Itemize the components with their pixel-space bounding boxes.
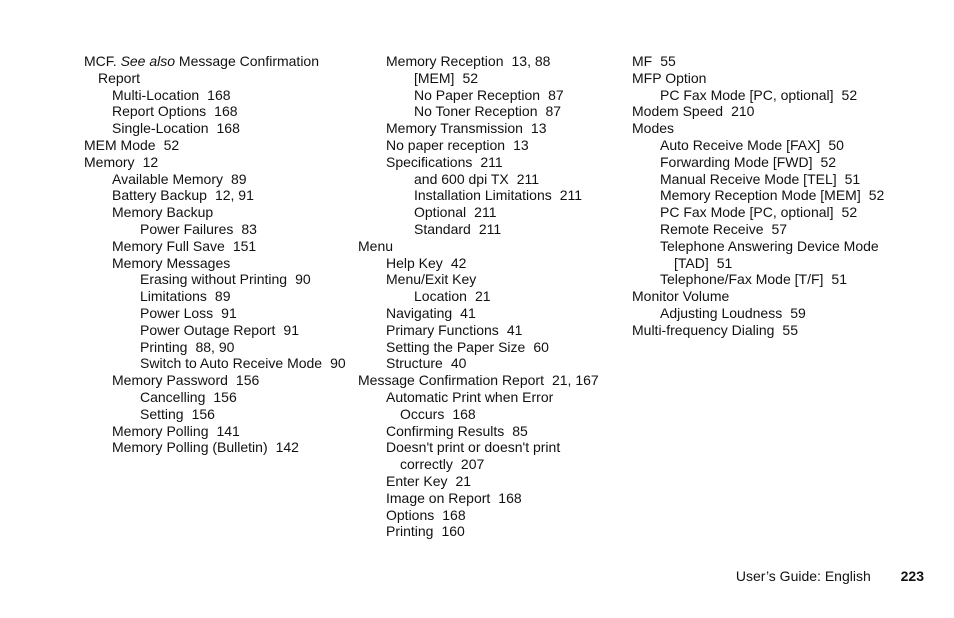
index-entry bbox=[140, 339, 346, 356]
entry-term: Navigating bbox=[386, 304, 453, 321]
entry-page-refs: 52 bbox=[820, 153, 837, 170]
index-entry bbox=[632, 70, 902, 87]
entry-term: Specifications bbox=[386, 153, 473, 170]
entry-term: Telephone/Fax Mode [T/F] bbox=[660, 271, 824, 288]
index-entry bbox=[660, 154, 902, 171]
entry-page-refs: 21 bbox=[474, 288, 491, 305]
entry-page-refs: 91 bbox=[283, 321, 299, 338]
entry-page-refs: 13 bbox=[530, 120, 547, 137]
entry-page-refs: 83 bbox=[241, 220, 257, 237]
entry-term: Modes bbox=[632, 120, 675, 137]
entry-term: Menu/Exit Key bbox=[386, 271, 477, 288]
index-entry bbox=[140, 271, 346, 288]
index-entry bbox=[386, 53, 620, 70]
index-entry bbox=[632, 53, 902, 70]
index-column-3 bbox=[632, 53, 902, 339]
entry-page-refs: 168 bbox=[214, 103, 238, 120]
entry-term: PC Fax Mode [PC, optional] bbox=[660, 86, 834, 103]
entry-term: Doesn't print or doesn't print correctly bbox=[386, 439, 561, 473]
index-entry bbox=[386, 507, 620, 524]
index-entry bbox=[140, 305, 346, 322]
index-entry bbox=[386, 439, 620, 473]
entry-term: Power Loss bbox=[140, 304, 214, 321]
entry-term: Memory Transmission bbox=[386, 120, 523, 137]
entry-term: Manual Receive Mode [TEL] bbox=[660, 170, 837, 187]
index-entry bbox=[112, 120, 346, 137]
entry-page-refs: 51 bbox=[716, 254, 733, 271]
index-entry bbox=[140, 406, 346, 423]
index-entry bbox=[660, 204, 902, 221]
entry-term: Enter Key bbox=[386, 472, 448, 489]
entry-term: [MEM] bbox=[414, 69, 455, 86]
entry-page-refs: 52 bbox=[462, 69, 479, 86]
entry-page-refs: 90 bbox=[330, 355, 346, 372]
index-entry bbox=[414, 187, 620, 204]
index-entry bbox=[386, 473, 620, 490]
entry-page-refs: 89 bbox=[231, 170, 247, 187]
entry-page-refs: 156 bbox=[235, 372, 260, 389]
index-entry bbox=[112, 372, 346, 389]
entry-page-refs: 41 bbox=[506, 321, 523, 338]
index-entry bbox=[386, 305, 620, 322]
entry-term: and 600 dpi TX bbox=[414, 170, 509, 187]
index-entry bbox=[660, 221, 902, 238]
index-entry bbox=[358, 372, 620, 389]
index-entry bbox=[140, 288, 346, 305]
entry-term: Structure bbox=[386, 355, 443, 372]
index-entry bbox=[112, 103, 346, 120]
entry-term: Memory Polling bbox=[112, 422, 209, 439]
entry-page-refs: 55 bbox=[660, 53, 676, 69]
index-entry bbox=[414, 87, 620, 104]
entry-page-refs: 51 bbox=[831, 271, 847, 288]
index-entry bbox=[386, 154, 620, 171]
index-entry bbox=[140, 389, 346, 406]
entry-term: Forwarding Mode [FWD] bbox=[660, 153, 813, 170]
entry-term: Monitor Volume bbox=[632, 288, 730, 305]
entry-page-refs: 13 bbox=[513, 136, 529, 153]
index-entry bbox=[660, 238, 902, 272]
entry-term: Printing bbox=[140, 338, 188, 355]
index-entry bbox=[140, 322, 346, 339]
entry-page-refs: 160 bbox=[441, 523, 465, 540]
entry-page-refs: 12, 91 bbox=[214, 187, 254, 204]
entry-term: Message Confirmation Report bbox=[358, 372, 544, 389]
index-entry bbox=[660, 87, 902, 104]
entry-term: Adjusting Loudness bbox=[660, 304, 783, 321]
entry-term: Power Failures bbox=[140, 220, 234, 237]
index-entry bbox=[140, 355, 346, 372]
entry-page-refs: 207 bbox=[460, 456, 485, 473]
index-entry bbox=[358, 238, 620, 255]
entry-term: Setting the Paper Size bbox=[386, 338, 526, 355]
entry-page-refs: 52 bbox=[163, 136, 180, 153]
entry-page-refs: 52 bbox=[868, 187, 885, 204]
index-entry bbox=[112, 187, 346, 204]
entry-page-refs: 13, 88 bbox=[511, 53, 551, 69]
entry-page-refs: 57 bbox=[771, 220, 788, 237]
index-entry bbox=[386, 490, 620, 507]
entry-term: Primary Functions bbox=[386, 321, 499, 338]
entry-page-refs: 89 bbox=[214, 288, 231, 305]
entry-term: No Paper Reception bbox=[414, 86, 541, 103]
entry-term: Standard bbox=[414, 220, 471, 237]
entry-term: Remote Receive bbox=[660, 220, 764, 237]
entry-term: Memory Reception Mode [MEM] bbox=[660, 187, 861, 204]
entry-term: Limitations bbox=[140, 288, 207, 305]
entry-page-refs: 87 bbox=[545, 103, 562, 120]
index-entry bbox=[632, 103, 902, 120]
index-entry bbox=[660, 171, 902, 188]
index-entry bbox=[112, 204, 346, 221]
index-entry bbox=[632, 322, 902, 339]
entry-term: Options bbox=[386, 506, 435, 523]
entry-page-refs: 168 bbox=[442, 506, 466, 523]
index-column-2 bbox=[358, 53, 620, 540]
entry-page-refs: 87 bbox=[548, 86, 564, 103]
entry-term: Telephone Answering Device Mode [TAD] bbox=[660, 237, 879, 271]
entry-term: Printing bbox=[386, 523, 434, 540]
entry-term: Cancelling bbox=[140, 388, 206, 405]
index-entry bbox=[632, 288, 902, 305]
index-column-1 bbox=[84, 53, 346, 456]
entry-page-refs: 211 bbox=[474, 204, 497, 221]
entry-page-refs: 21 bbox=[455, 472, 472, 489]
index-entry bbox=[414, 288, 620, 305]
index-entry bbox=[386, 423, 620, 440]
entry-page-refs: 52 bbox=[841, 204, 858, 221]
index-entry bbox=[140, 221, 346, 238]
entry-term: Modem Speed bbox=[632, 103, 724, 120]
entry-page-refs: 52 bbox=[841, 86, 858, 103]
entry-page-refs: 168 bbox=[207, 86, 231, 103]
index-entry bbox=[386, 339, 620, 356]
index-entry bbox=[414, 204, 620, 221]
index-entry bbox=[386, 355, 620, 372]
entry-page-refs: 88, 90 bbox=[195, 338, 235, 355]
entry-page-refs: 211 bbox=[559, 187, 583, 204]
index-entry bbox=[660, 187, 902, 204]
index-entry bbox=[84, 53, 346, 87]
entry-term: Memory bbox=[84, 153, 135, 170]
page-number: 223 bbox=[900, 568, 924, 584]
index-entry bbox=[660, 305, 902, 322]
entry-term: Optional bbox=[414, 204, 467, 221]
footer-label: User’s Guide: English bbox=[735, 568, 871, 584]
index-entry bbox=[386, 137, 620, 154]
entry-page-refs: 168 bbox=[452, 405, 476, 422]
index-entry bbox=[386, 255, 620, 272]
entry-page-refs: 141 bbox=[216, 422, 240, 439]
entry-page-refs: 210 bbox=[731, 103, 755, 120]
index-entry bbox=[386, 322, 620, 339]
entry-term: Menu bbox=[358, 237, 394, 254]
index-entry bbox=[112, 439, 346, 456]
entry-term: Setting bbox=[140, 405, 184, 422]
index-entry bbox=[414, 171, 620, 188]
entry-term: Switch to Auto Receive Mode bbox=[140, 355, 323, 372]
entry-term: Installation Limitations bbox=[414, 187, 552, 204]
entry-term: Auto Receive Mode [FAX] bbox=[660, 136, 821, 153]
entry-page-refs: 168 bbox=[498, 489, 522, 506]
entry-term: MF bbox=[632, 53, 653, 69]
entry-prefix: MCF. bbox=[84, 53, 121, 69]
entry-term: Location bbox=[414, 288, 467, 305]
entry-page-refs: 156 bbox=[213, 388, 237, 405]
index-entry bbox=[660, 137, 902, 154]
index-entry bbox=[414, 221, 620, 238]
entry-term: No Toner Reception bbox=[414, 103, 538, 120]
entry-page-refs: 51 bbox=[844, 170, 861, 187]
index-entry bbox=[386, 523, 620, 540]
entry-page-refs: 12 bbox=[142, 153, 159, 170]
index-entry bbox=[112, 423, 346, 440]
entry-term: Multi-Location bbox=[112, 86, 200, 103]
see-also-reference: See also bbox=[120, 53, 176, 69]
entry-term: No paper reception bbox=[386, 136, 506, 153]
entry-term: Automatic Print when Error Occurs bbox=[386, 388, 554, 422]
index-entry bbox=[112, 171, 346, 188]
entry-page-refs: 55 bbox=[782, 321, 798, 338]
entry-page-refs: 211 bbox=[478, 220, 502, 237]
entry-page-refs: 42 bbox=[450, 254, 467, 271]
entry-term: Message Confirmation Report bbox=[98, 53, 319, 86]
entry-page-refs: 142 bbox=[275, 439, 299, 456]
entry-term: Memory Password bbox=[112, 372, 228, 389]
entry-page-refs: 151 bbox=[232, 237, 257, 254]
entry-page-refs: 91 bbox=[221, 304, 237, 321]
entry-page-refs: 85 bbox=[512, 422, 528, 439]
index-entry bbox=[84, 137, 346, 154]
index-entry bbox=[660, 271, 902, 288]
index-entry bbox=[112, 255, 346, 272]
index-entry bbox=[386, 389, 620, 423]
entry-term: Memory Backup bbox=[112, 204, 214, 221]
index-entry bbox=[414, 70, 620, 87]
index-entry bbox=[414, 103, 620, 120]
entry-page-refs: 211 bbox=[516, 170, 540, 187]
entry-term: Memory Polling (Bulletin) bbox=[112, 439, 268, 456]
entry-term: Memory Messages bbox=[112, 254, 231, 271]
entry-page-refs: 168 bbox=[216, 120, 240, 137]
index-entry bbox=[112, 238, 346, 255]
entry-term: Available Memory bbox=[112, 170, 224, 187]
entry-page-refs: 21, 167 bbox=[551, 372, 599, 389]
entry-page-refs: 50 bbox=[828, 136, 844, 153]
index-entry bbox=[112, 87, 346, 104]
entry-term: Confirming Results bbox=[386, 422, 505, 439]
index-entry bbox=[84, 154, 346, 171]
entry-term: Memory Reception bbox=[386, 53, 504, 69]
entry-term: Single-Location bbox=[112, 120, 209, 137]
entry-term: MEM Mode bbox=[84, 136, 156, 153]
entry-term: Memory Full Save bbox=[112, 237, 225, 254]
entry-page-refs: 90 bbox=[295, 271, 311, 288]
entry-page-refs: 60 bbox=[533, 338, 549, 355]
entry-page-refs: 211 bbox=[480, 153, 503, 170]
entry-page-refs: 40 bbox=[450, 355, 467, 372]
index-entry bbox=[386, 271, 620, 288]
entry-page-refs: 156 bbox=[191, 405, 215, 422]
entry-term: Battery Backup bbox=[112, 187, 207, 204]
entry-term: Power Outage Report bbox=[140, 321, 276, 338]
page-footer bbox=[720, 568, 924, 584]
index-entry bbox=[632, 120, 902, 137]
entry-term: Report Options bbox=[112, 103, 207, 120]
entry-term: Help Key bbox=[386, 254, 443, 271]
entry-term: Erasing without Printing bbox=[140, 271, 288, 288]
entry-term: MFP Option bbox=[632, 69, 707, 86]
index-entry bbox=[386, 120, 620, 137]
entry-page-refs: 59 bbox=[790, 304, 806, 321]
entry-term: PC Fax Mode [PC, optional] bbox=[660, 204, 834, 221]
entry-term: Multi-frequency Dialing bbox=[632, 321, 775, 338]
entry-page-refs: 41 bbox=[460, 304, 476, 321]
entry-term: Image on Report bbox=[386, 489, 491, 506]
